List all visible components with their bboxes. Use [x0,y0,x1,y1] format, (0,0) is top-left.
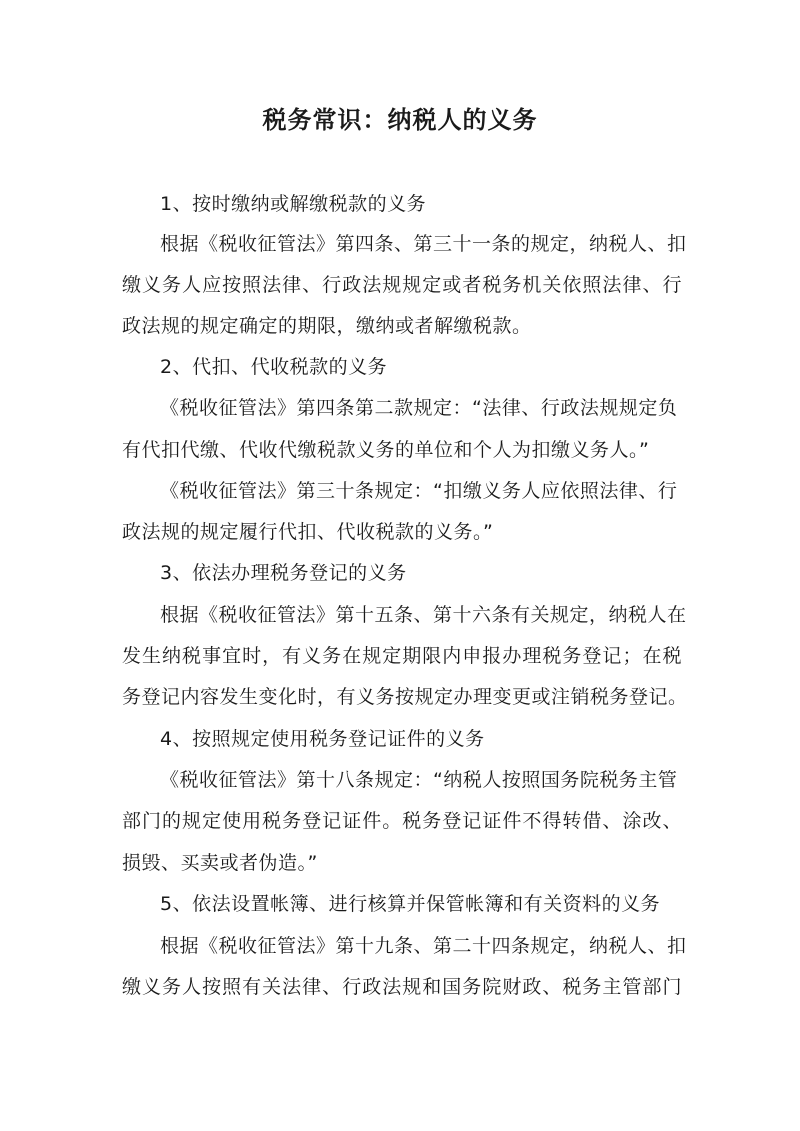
paragraph-line: 根据《税收征管法》第十九条、第二十四条规定，纳税人、扣 [160,935,687,957]
paragraph-line: 《税收征管法》第四条第二款规定：“法律、行政法规规定负 [160,397,678,419]
paragraph-line: 政法规的规定履行代扣、代收税款的义务。” [122,521,494,543]
section-heading-1: 1、按时缴纳或解缴税款的义务 [160,193,427,215]
paragraph-line: 根据《税收征管法》第四条、第三十一条的规定，纳税人、扣 [160,233,687,255]
paragraph-line: 政法规的规定确定的期限，缴纳或者解缴税款。 [122,315,532,337]
paragraph-line: 缴义务人按照有关法律、行政法规和国务院财政、税务主管部门 [122,976,682,998]
paragraph-line: 有代扣代缴、代收代缴税款义务的单位和个人为扣缴义务人。” [122,439,650,461]
paragraph-line: 损毁、买卖或者伪造。” [122,852,318,874]
paragraph-line: 发生纳税事宜时，有义务在规定期限内申报办理税务登记；在税 [122,645,682,667]
paragraph-line: 务登记内容发生变化时，有义务按规定办理变更或注销税务登记。 [122,686,688,708]
paragraph-line: 部门的规定使用税务登记证件。税务登记证件不得转借、涂改、 [122,810,682,832]
section-heading-5: 5、依法设置帐簿、进行核算并保管帐簿和有关资料的义务 [160,893,661,915]
paragraph-line: 《税收征管法》第三十条规定：“扣缴义务人应依照法律、行 [160,480,678,502]
section-heading-2: 2、代扣、代收税款的义务 [160,356,388,378]
paragraph-line: 《税收征管法》第十八条规定：“纳税人按照国务院税务主管 [160,769,678,791]
document-title: 税务常识：纳税人的义务 [262,106,538,134]
paragraph-line: 缴义务人应按照法律、行政法规规定或者税务机关依照法律、行 [122,274,682,296]
paragraph-line: 根据《税收征管法》第十五条、第十六条有关规定，纳税人在 [160,604,687,626]
section-heading-4: 4、按照规定使用税务登记证件的义务 [160,728,485,750]
section-heading-3: 3、依法办理税务登记的义务 [160,562,407,584]
